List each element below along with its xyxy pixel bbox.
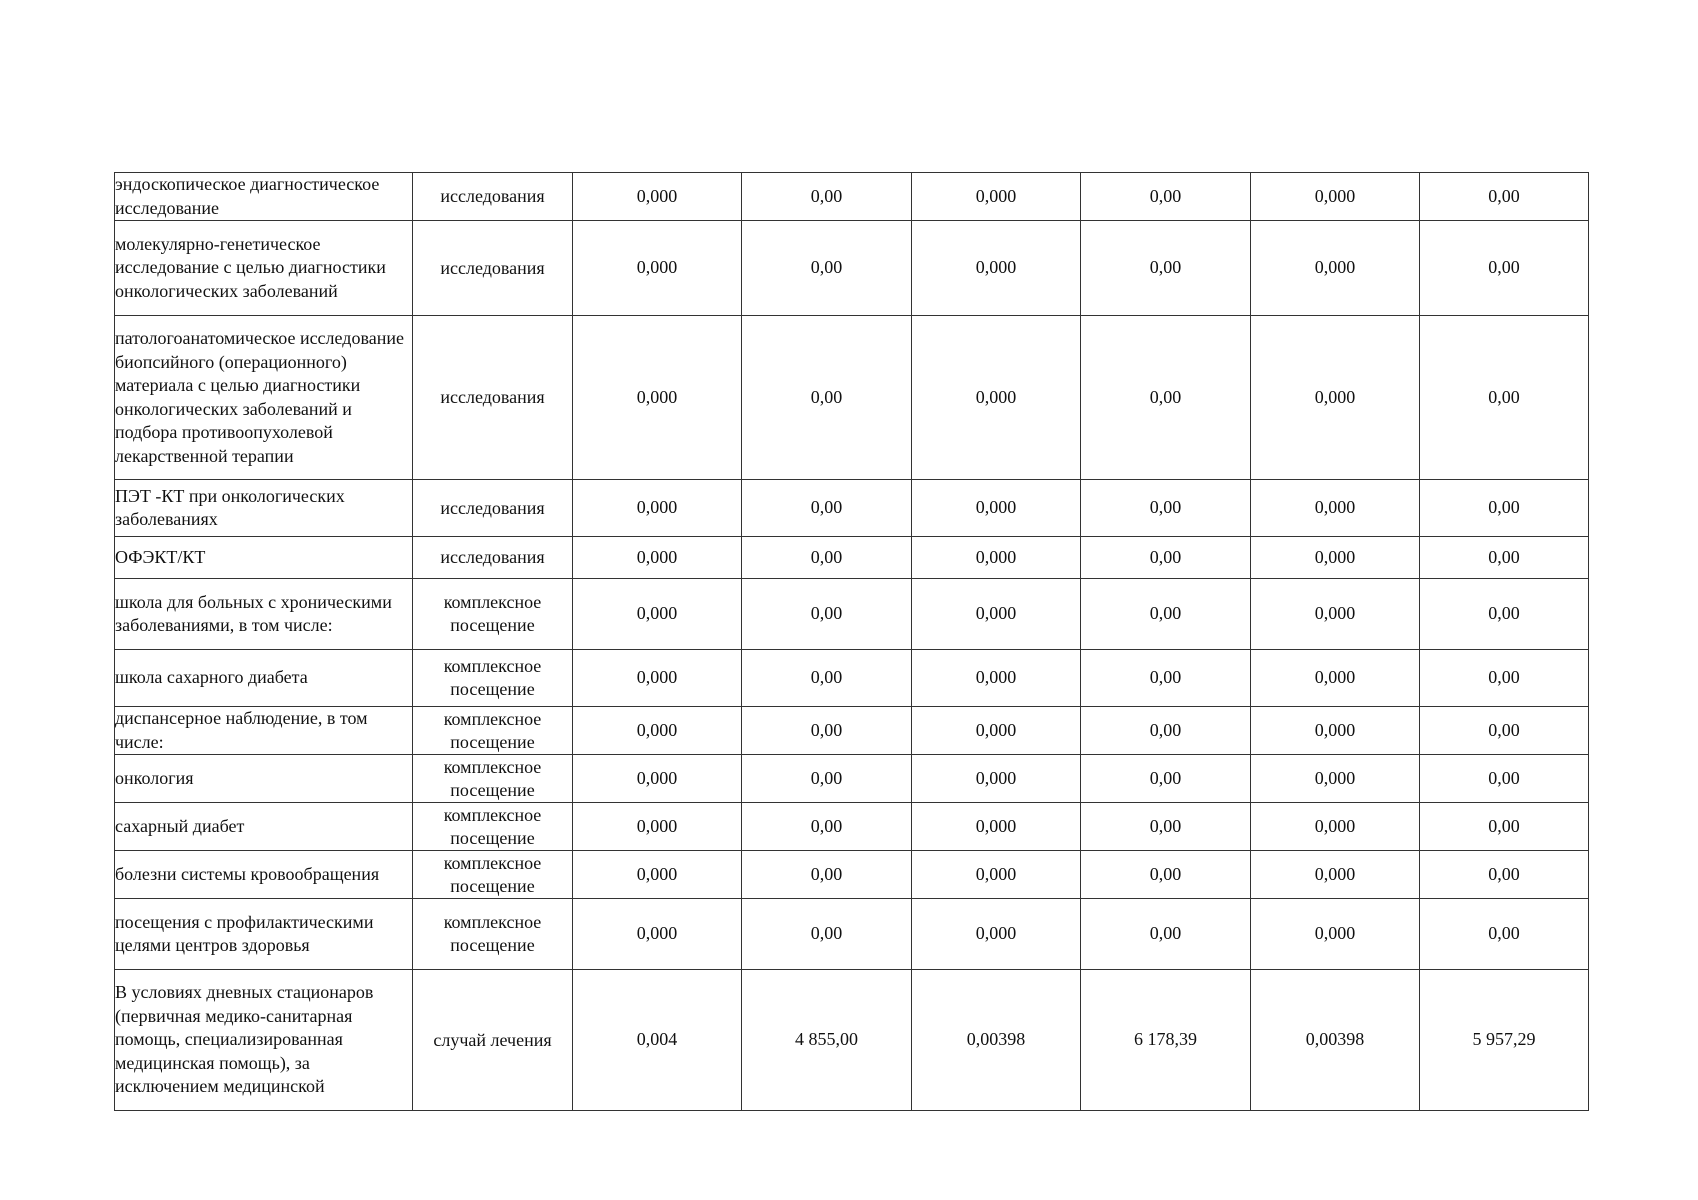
value-cell: 0,000: [1251, 899, 1420, 970]
value-cell: 0,000: [1251, 650, 1420, 707]
value-cell: 0,00: [1081, 579, 1251, 650]
value-cell: 0,000: [1251, 537, 1420, 579]
row-unit: исследования: [440, 186, 545, 206]
value-cell: 0,000: [1251, 755, 1420, 803]
value-cell: 0,000: [573, 316, 742, 480]
value-cell: 0,000: [573, 650, 742, 707]
row-name-cell: [115, 173, 413, 221]
value-cell: 0,000: [1251, 221, 1420, 316]
value-cell: 5 957,29: [1420, 970, 1589, 1111]
value-cell: 0,00: [1081, 707, 1251, 755]
value-cell: 0,00: [742, 650, 912, 707]
row-unit-cell: [413, 173, 573, 221]
value-cell: 4 855,00: [742, 970, 912, 1111]
row-name: сахарный диабет: [115, 815, 245, 836]
value-cell: 0,00398: [1251, 970, 1420, 1111]
row-name-cell: [115, 537, 413, 579]
value-cell: 0,00: [1420, 537, 1589, 579]
row-unit: комплексное посещение: [443, 708, 542, 752]
value-cell: 0,000: [912, 707, 1081, 755]
value-cell: 0,000: [1251, 803, 1420, 851]
row-unit: исследования: [440, 547, 545, 567]
value-cell: 0,00: [1081, 755, 1251, 803]
value-cell: 0,00: [742, 579, 912, 650]
row-unit-cell: [413, 707, 573, 755]
value-cell: 0,00: [742, 221, 912, 316]
value-cell: 0,00: [1420, 899, 1589, 970]
value-cell: 0,000: [912, 579, 1081, 650]
value-cell: 0,000: [912, 537, 1081, 579]
value-cell: 0,000: [912, 803, 1081, 851]
value-cell: 0,00: [742, 899, 912, 970]
row-unit: исследования: [440, 387, 545, 407]
table-row: [115, 970, 1589, 1111]
value-cell: 0,004: [573, 970, 742, 1111]
value-cell: 0,00: [742, 480, 912, 537]
row-name: молекулярно-генетическое исследование с целью диагностики онкологических заболеваний: [115, 233, 386, 301]
row-unit-cell: [413, 537, 573, 579]
value-cell: 0,000: [912, 755, 1081, 803]
value-cell: 0,00: [1420, 755, 1589, 803]
row-unit-cell: [413, 650, 573, 707]
value-cell: 0,000: [912, 899, 1081, 970]
value-cell: 0,00: [742, 755, 912, 803]
table-row: [115, 851, 1589, 899]
row-name: школа для больных с хроническими заболеваниями, в том числе:: [115, 591, 392, 635]
value-cell: 0,000: [1251, 579, 1420, 650]
row-unit: комплексное посещение: [443, 912, 542, 955]
value-cell: 0,000: [573, 173, 742, 221]
value-cell: 0,00: [1420, 480, 1589, 537]
value-cell: 0,000: [573, 803, 742, 851]
value-cell: 0,00398: [912, 970, 1081, 1111]
value-cell: 0,00: [1081, 851, 1251, 899]
value-cell: 0,000: [912, 851, 1081, 899]
row-unit-cell: [413, 899, 573, 970]
value-cell: 0,00: [1420, 579, 1589, 650]
value-cell: 0,000: [1251, 707, 1420, 755]
row-unit: комплексное посещение: [443, 656, 542, 699]
value-cell: 0,00: [1420, 650, 1589, 707]
value-cell: 0,00: [1420, 803, 1589, 851]
value-cell: 0,00: [1081, 480, 1251, 537]
value-cell: 0,000: [573, 707, 742, 755]
row-unit: случай лечения: [433, 1029, 552, 1050]
value-cell: 0,00: [1420, 851, 1589, 899]
table-row: [115, 707, 1589, 755]
row-name-cell: [115, 480, 413, 537]
row-unit: комплексное посещение: [443, 592, 542, 635]
value-cell: 6 178,39: [1081, 970, 1251, 1111]
value-cell: 0,000: [1251, 480, 1420, 537]
row-name: диспансерное наблюдение, в том числе:: [115, 708, 368, 752]
value-cell: 0,00: [1081, 316, 1251, 480]
table-row: [115, 803, 1589, 851]
value-cell: 0,000: [912, 173, 1081, 221]
table-row: [115, 755, 1589, 803]
value-cell: 0,000: [912, 650, 1081, 707]
value-cell: 0,000: [573, 851, 742, 899]
row-unit: комплексное посещение: [443, 804, 542, 848]
value-cell: 0,000: [573, 221, 742, 316]
row-name: В условиях дневных стационаров (первичная медико-санитарная помощь, специализированная медицинская помощь), за исключением медицинской: [115, 982, 374, 1097]
value-cell: 0,00: [1081, 803, 1251, 851]
table-row: [115, 899, 1589, 970]
value-cell: 0,000: [912, 316, 1081, 480]
row-unit-cell: [413, 579, 573, 650]
row-unit-cell: [413, 970, 573, 1111]
row-unit: комплексное посещение: [443, 852, 542, 896]
row-name-cell: [115, 221, 413, 316]
value-cell: 0,00: [1081, 899, 1251, 970]
value-cell: 0,000: [573, 537, 742, 579]
row-name: эндоскопическое диагностическое исследование: [115, 174, 380, 218]
row-unit: комплексное посещение: [443, 756, 542, 800]
row-name: ПЭТ -КТ при онкологических заболеваниях: [115, 485, 345, 529]
row-name: ОФЭКТ/КТ: [115, 546, 206, 567]
row-unit-cell: [413, 755, 573, 803]
row-name: школа сахарного диабета: [115, 667, 308, 688]
value-cell: 0,000: [912, 221, 1081, 316]
table-row: [115, 650, 1589, 707]
value-cell: 0,000: [573, 899, 742, 970]
value-cell: 0,000: [1251, 851, 1420, 899]
value-cell: 0,00: [1081, 221, 1251, 316]
row-name-cell: [115, 579, 413, 650]
value-cell: 0,00: [742, 803, 912, 851]
table-row: [115, 316, 1589, 480]
value-cell: 0,000: [912, 480, 1081, 537]
value-cell: 0,00: [1420, 173, 1589, 221]
value-cell: 0,00: [742, 316, 912, 480]
row-name-cell: [115, 707, 413, 755]
row-name-cell: [115, 851, 413, 899]
row-unit-cell: [413, 221, 573, 316]
value-cell: 0,00: [1081, 537, 1251, 579]
row-unit-cell: [413, 851, 573, 899]
row-name-cell: [115, 970, 413, 1111]
row-unit: исследования: [440, 257, 545, 278]
value-cell: 0,00: [1420, 707, 1589, 755]
row-unit-cell: [413, 480, 573, 537]
row-name-cell: [115, 650, 413, 707]
table-row: [115, 173, 1589, 221]
table-row: [115, 480, 1589, 537]
table-row: [115, 221, 1589, 316]
value-cell: 0,00: [1081, 173, 1251, 221]
value-cell: 0,00: [1420, 316, 1589, 480]
row-name-cell: [115, 803, 413, 851]
value-cell: 0,000: [1251, 173, 1420, 221]
row-unit: исследования: [440, 497, 545, 518]
value-cell: 0,000: [573, 755, 742, 803]
row-name: онкология: [115, 767, 194, 788]
value-cell: 0,00: [742, 537, 912, 579]
row-name: посещения с профилактическими целями центров здоровья: [115, 911, 374, 955]
row-name-cell: [115, 755, 413, 803]
value-cell: 0,00: [742, 173, 912, 221]
value-cell: 0,00: [742, 851, 912, 899]
value-cell: 0,00: [1081, 650, 1251, 707]
row-name-cell: [115, 899, 413, 970]
table-row: [115, 537, 1589, 579]
data-table: [114, 172, 1589, 1111]
row-name-cell: [115, 316, 413, 480]
row-name: патологоанатомическое исследование биопсийного (операционного) материала с целью диагностики онкологических заболеваний и подбора противоопухолевой лекарственной терапии: [115, 328, 404, 466]
table-row: [115, 579, 1589, 650]
value-cell: 0,00: [742, 707, 912, 755]
value-cell: 0,00: [1420, 221, 1589, 316]
value-cell: 0,000: [1251, 316, 1420, 480]
row-name: болезни системы кровообращения: [115, 863, 380, 884]
value-cell: 0,000: [573, 480, 742, 537]
row-unit-cell: [413, 316, 573, 480]
value-cell: 0,000: [573, 579, 742, 650]
row-unit-cell: [413, 803, 573, 851]
